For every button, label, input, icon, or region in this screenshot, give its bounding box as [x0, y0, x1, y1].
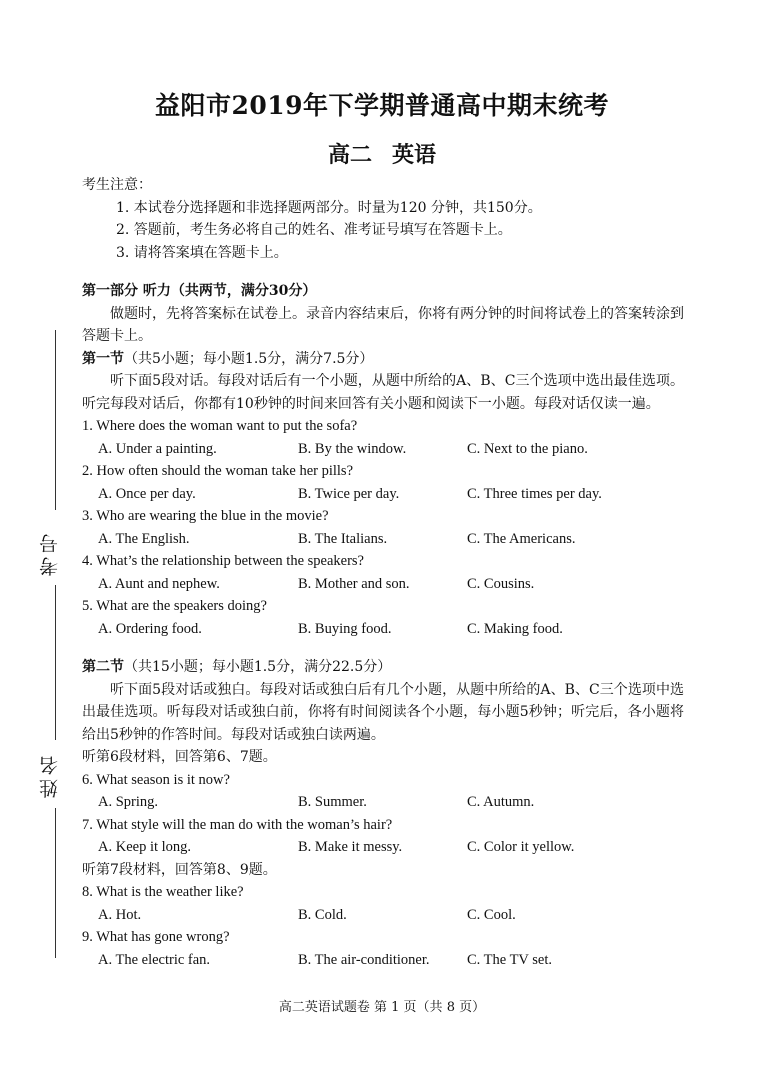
- section1-heading: [82, 348, 684, 371]
- option-a: A. The electric fan.: [98, 951, 211, 968]
- notice-item: 1. 本试卷分选择题和非选择题两部分。时量为120 分钟，共150分。: [116, 199, 542, 216]
- option-b: B. Make it messy.: [298, 839, 403, 855]
- question-1: 1. Where does the woman want to put the sofa?: [82, 418, 358, 434]
- option-c: C. Three times per day.: [467, 485, 602, 502]
- options-1: [82, 438, 684, 461]
- section1-instruction: 听下面5段对话。每段对话后有一个小题，从题中所给的A、B、C三个选项中选出最佳选项。听完每段对话后，你都有10秒钟的时间来回答有关小题和阅读下一小题。每段对话仅读一遍。: [82, 373, 684, 412]
- option-b: B. The air-conditioner.: [298, 951, 430, 968]
- options-4: [82, 573, 684, 596]
- margin-rule-top: [55, 330, 56, 510]
- material-7-prompt: 听第7段材料，回答第8、9题。: [82, 861, 277, 878]
- question-6: 6. What season is it now?: [82, 771, 230, 788]
- option-a: A. Keep it long.: [98, 839, 192, 855]
- section2-title: 第二节: [82, 659, 124, 675]
- option-b: B. Mother and son.: [298, 575, 410, 592]
- section1-detail: （共5小题；每小题1.5分，满分7.5分）: [124, 350, 374, 367]
- exam-subtitle: [0, 138, 764, 169]
- question-9: 9. What has gone wrong?: [82, 929, 230, 945]
- part1-heading: 第一部分 听力（共两节，满分30分）: [82, 283, 317, 299]
- options-9: [82, 949, 684, 972]
- option-b: B. The Italians.: [298, 530, 388, 547]
- notice-item: 2. 答题前，考生务必将自己的姓名、准考证号填写在答题卡上。: [116, 222, 512, 238]
- question-5: 5. What are the speakers doing?: [82, 598, 267, 614]
- option-c: C. Cousins.: [467, 575, 535, 592]
- material-6-prompt: 听第6段材料，回答第6、7题。: [82, 749, 277, 765]
- options-6: [82, 791, 684, 814]
- option-c: C. Cool.: [467, 906, 516, 923]
- section2-heading: [82, 656, 684, 679]
- name-label: 姓名: [39, 752, 61, 798]
- option-c: C. Color it yellow.: [467, 839, 575, 855]
- exam-number-label: 考号: [39, 530, 61, 576]
- options-2: [82, 483, 684, 506]
- notice-heading: 考生注意：: [82, 177, 152, 193]
- part1-instruction: 做题时，先将答案标在试卷上。录音内容结束后，你将有两分钟的时间将试卷上的答案转涂到答题卡上。: [82, 305, 684, 344]
- subject-label: 英语: [392, 142, 437, 168]
- margin-rule-bottom: [55, 808, 56, 958]
- grade-label: 高二: [327, 142, 372, 168]
- option-c: C. Making food.: [467, 620, 563, 637]
- options-8: [82, 904, 684, 927]
- option-c: C. The TV set.: [467, 951, 552, 968]
- option-a: A. Ordering food.: [98, 620, 202, 637]
- option-b: B. Summer.: [298, 794, 367, 810]
- options-3: [82, 528, 684, 551]
- option-a: A. Aunt and nephew.: [98, 575, 220, 592]
- notice-item: 3. 请将答案填在答题卡上。: [116, 244, 288, 261]
- option-a: A. Spring.: [98, 794, 159, 810]
- options-7: [82, 836, 684, 859]
- option-a: A. Hot.: [98, 906, 142, 923]
- section2-detail: （共15小题；每小题1.5分，满分22.5分）: [124, 659, 392, 675]
- question-4: 4. What’s the relationship between the speakers?: [82, 553, 364, 569]
- section1-title: 第一节: [82, 350, 124, 367]
- section2-instruction: 听下面5段对话或独白。每段对话或独白后有几个小题，从题中所给的A、B、C三个选项中选出最佳选项。听每段对话或独白前，你将有时间阅读各个小题，每小题5秒钟；听完后，各小题将给出5秒钟的作答时间。每段对话或独白读两遍。: [82, 681, 684, 743]
- margin-rule-middle: [55, 585, 56, 740]
- exam-title: 益阳市2019年下学期普通高中期末统考: [154, 91, 610, 120]
- option-a: A. Under a painting.: [98, 440, 217, 457]
- page-footer: 高二英语试题卷 第 1 页（共 8 页）: [278, 1000, 486, 1015]
- option-a: A. The English.: [98, 530, 190, 547]
- question-8: 8. What is the weather like?: [82, 884, 244, 900]
- option-c: C. Next to the piano.: [467, 440, 588, 457]
- question-2: 2. How often should the woman take her pills?: [82, 463, 354, 479]
- option-a: A. Once per day.: [98, 485, 196, 502]
- options-5: [82, 618, 684, 641]
- option-b: B. Cold.: [298, 906, 347, 923]
- option-c: C. Autumn.: [467, 794, 535, 810]
- option-b: B. By the window.: [298, 440, 407, 457]
- option-b: B. Twice per day.: [298, 485, 400, 502]
- question-3: 3. Who are wearing the blue in the movie?: [82, 508, 329, 524]
- question-7: 7. What style will the man do with the woman’s hair?: [82, 816, 393, 833]
- exam-content: [82, 174, 684, 971]
- option-b: B. Buying food.: [298, 620, 392, 637]
- option-c: C. The Americans.: [467, 530, 576, 547]
